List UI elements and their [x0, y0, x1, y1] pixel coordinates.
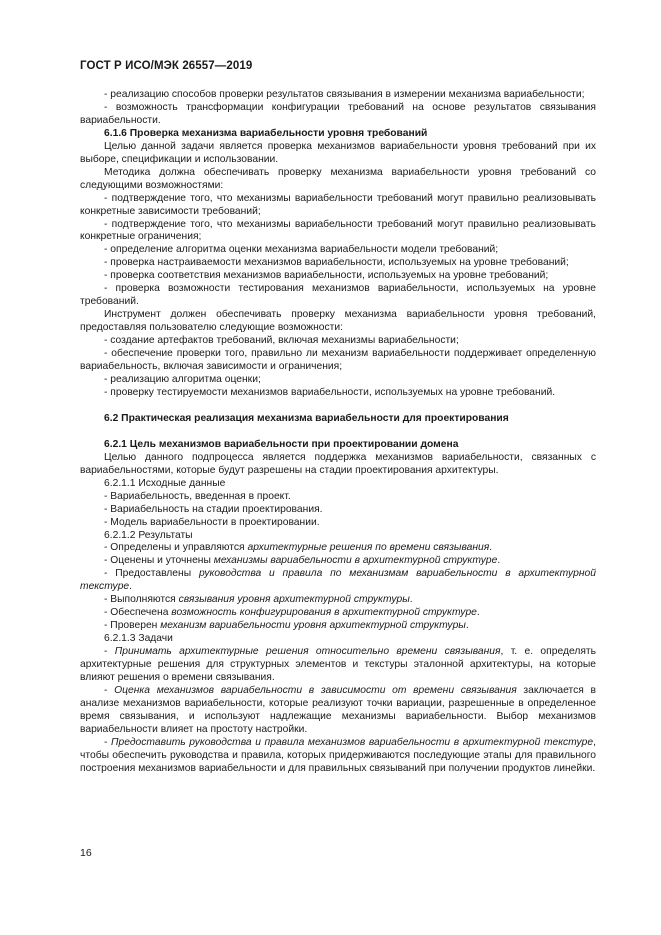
paragraph-text: - реализацию способов проверки результатов связывания в измерении механизма вариабельности; — [104, 89, 585, 100]
paragraph — [80, 633, 596, 646]
paragraph — [80, 607, 596, 620]
paragraph-text: - проверку тестируемости механизмов вариабельности, используемых на уровне требований. — [104, 386, 556, 398]
italic-term: механизмы вариабельности в архитектурной структуре — [213, 555, 498, 567]
paragraph-text: Методика должна обеспечивать проверку механизма вариабельности уровня требований со следующими возможностями: — [80, 166, 596, 191]
paragraph-text: - проверка соответствия механизмов вариабельности, используемых на уровне требований; — [104, 270, 549, 282]
italic-term: руководства и правила по механизмам вариабельности в архитектурной текстуре — [80, 568, 597, 593]
paragraph-text: 6.2.1 Цель механизмов вариабельности при проектировании домена — [104, 438, 459, 450]
section-heading — [80, 413, 596, 426]
paragraph — [80, 478, 596, 491]
paragraph — [80, 504, 596, 517]
paragraph — [80, 555, 596, 568]
paragraph — [80, 167, 596, 193]
paragraph-text: - определение алгоритма оценки механизма вариабельности модели требований; — [104, 244, 499, 256]
paragraph-text: - Выполняются — [104, 594, 179, 606]
paragraph — [80, 89, 596, 102]
paragraph — [80, 517, 596, 530]
italic-term: архитектурные решения по времени связывания — [247, 542, 490, 554]
paragraph-text: 6.2.1.3 Задачи — [104, 633, 173, 645]
paragraph-text: Целью данного подпроцесса является поддержка механизмов вариабельности, связанных с вариабельностями, которые будут разрешены на стадии проектирования архитектуры. — [80, 451, 596, 476]
paragraph-text-tail: , чтобы обеспечить руководства и правила, которых придерживаются последующие этапы для правильного построения механизмов вариабельности и для правильных связываний при получении продуктов линейки. — [80, 736, 596, 774]
paragraph-text: - подтверждение того, что механизмы вариабельности требований могут правильно реализовывать конкретные зависимости требований; — [80, 192, 596, 217]
paragraph — [80, 452, 596, 478]
paragraph-text-tail: , т. е. определять архитектурные решения для структурных элементов и текстуры эталонной архитектуры, на которые влияют решения о времени связывания. — [80, 646, 596, 683]
paragraph-text: - Предоставлены — [104, 568, 199, 580]
paragraph — [80, 219, 596, 245]
italic-term: Оценка механизмов вариабельности в зависимости от времени связывания — [114, 684, 517, 696]
paragraph — [80, 737, 596, 776]
paragraph — [80, 270, 596, 283]
paragraph-text-tail: . — [476, 607, 480, 619]
italic-term: механизм вариабельности уровня архитектурной структуры — [160, 620, 466, 632]
paragraph — [80, 685, 596, 737]
section-heading — [80, 128, 596, 141]
paragraph — [80, 530, 596, 543]
paragraph-text: - возможность трансформации конфигурации требований на основе результатов связывания вариабельности. — [80, 101, 596, 126]
paragraph-text: - реализацию алгоритма оценки; — [104, 373, 261, 385]
paragraph-text-tail: . — [497, 555, 501, 567]
paragraph-text: - подтверждение того, что механизмы вариабельности требований могут правильно реализовывать конкретные ограничения; — [80, 218, 596, 243]
paragraph-text: - Модель вариабельности в проектировании. — [104, 516, 320, 528]
paragraph — [80, 244, 596, 257]
paragraph — [80, 102, 596, 128]
paragraph — [80, 491, 596, 504]
italic-term: возможность конфигурирования в архитектурной структуре — [171, 607, 477, 619]
paragraph-text-tail: . — [489, 542, 493, 554]
paragraph — [80, 335, 596, 348]
paragraph-text: - проверка возможности тестирования механизмов вариабельности, используемых на уровне требований. — [80, 283, 596, 308]
paragraph — [80, 193, 596, 219]
paragraph-text: - Вариабельность, введенная в проект. — [104, 490, 291, 502]
paragraph — [80, 542, 596, 555]
paragraph-text: 6.2.1.2 Результаты — [104, 529, 193, 541]
paragraph — [80, 374, 596, 387]
paragraph-text: - — [104, 684, 115, 696]
paragraph — [80, 283, 596, 309]
paragraph — [80, 568, 596, 594]
paragraph — [80, 387, 596, 400]
section-heading — [80, 439, 596, 452]
paragraph-text: - — [104, 646, 115, 658]
paragraph — [80, 257, 596, 270]
paragraph-text: 6.2 Практическая реализация механизма вариабельности для проектирования — [104, 412, 509, 424]
paragraph-text: - Проверен — [104, 620, 161, 632]
document-body — [80, 89, 596, 776]
italic-term: связывания уровня архитектурной структуры — [178, 594, 410, 606]
paragraph — [80, 646, 596, 685]
paragraph-text: Инструмент должен обеспечивать проверку механизма вариабельности уровня требований, предоставляя пользователю следующие возможности: — [80, 309, 596, 334]
paragraph-text: - обеспечение проверки того, правильно ли механизм вариабельности поддерживает определенную вариабельность, включая зависимости и ограничения; — [80, 348, 596, 373]
paragraph — [80, 141, 596, 167]
paragraph-text: - — [104, 736, 112, 748]
document-header: ГОСТ Р ИСО/МЭК 26557—2019 — [80, 60, 253, 72]
paragraph-text: - Обеспечена — [104, 607, 172, 619]
paragraph-text: Целью данной задачи является проверка механизмов вариабельности уровня требований при их выборе, спецификации и использовании. — [80, 140, 596, 165]
paragraph-text-tail: . — [129, 581, 133, 593]
paragraph-text: - Определены и управляются — [104, 542, 248, 554]
paragraph-text: - Вариабельность на стадии проектирования. — [104, 503, 323, 515]
paragraph — [80, 309, 596, 335]
paragraph — [80, 594, 596, 607]
italic-term: Предоставить руководства и правила механизмов вариабельности в архитектурной текстуре — [111, 736, 594, 748]
paragraph-text: - создание артефактов требований, включая механизмы вариабельности; — [104, 335, 459, 347]
paragraph-text: 6.2.1.1 Исходные данные — [104, 477, 226, 489]
paragraph-text-tail: заключается в анализе механизмов вариабельности, которые реализуют точки вариации, разрешенные в определенное время связывания, и используют надлежащие механизмы вариабельности. Выбор механизмов вариабельности влияет на простоту настройки. — [80, 684, 596, 735]
paragraph-text: 6.1.6 Проверка механизма вариабельности уровня требований — [104, 127, 428, 139]
page-number: 16 — [80, 847, 92, 859]
paragraph-text: - проверка настраиваемости механизмов вариабельности, используемых на уровне требований; — [104, 257, 569, 269]
paragraph-text-tail: . — [409, 594, 413, 606]
paragraph — [80, 620, 596, 633]
paragraph-text: - Оценены и уточнены — [104, 555, 214, 567]
paragraph-text-tail: . — [465, 620, 469, 632]
paragraph — [80, 348, 596, 374]
italic-term: Принимать архитектурные решения относительно времени связывания — [114, 646, 501, 658]
